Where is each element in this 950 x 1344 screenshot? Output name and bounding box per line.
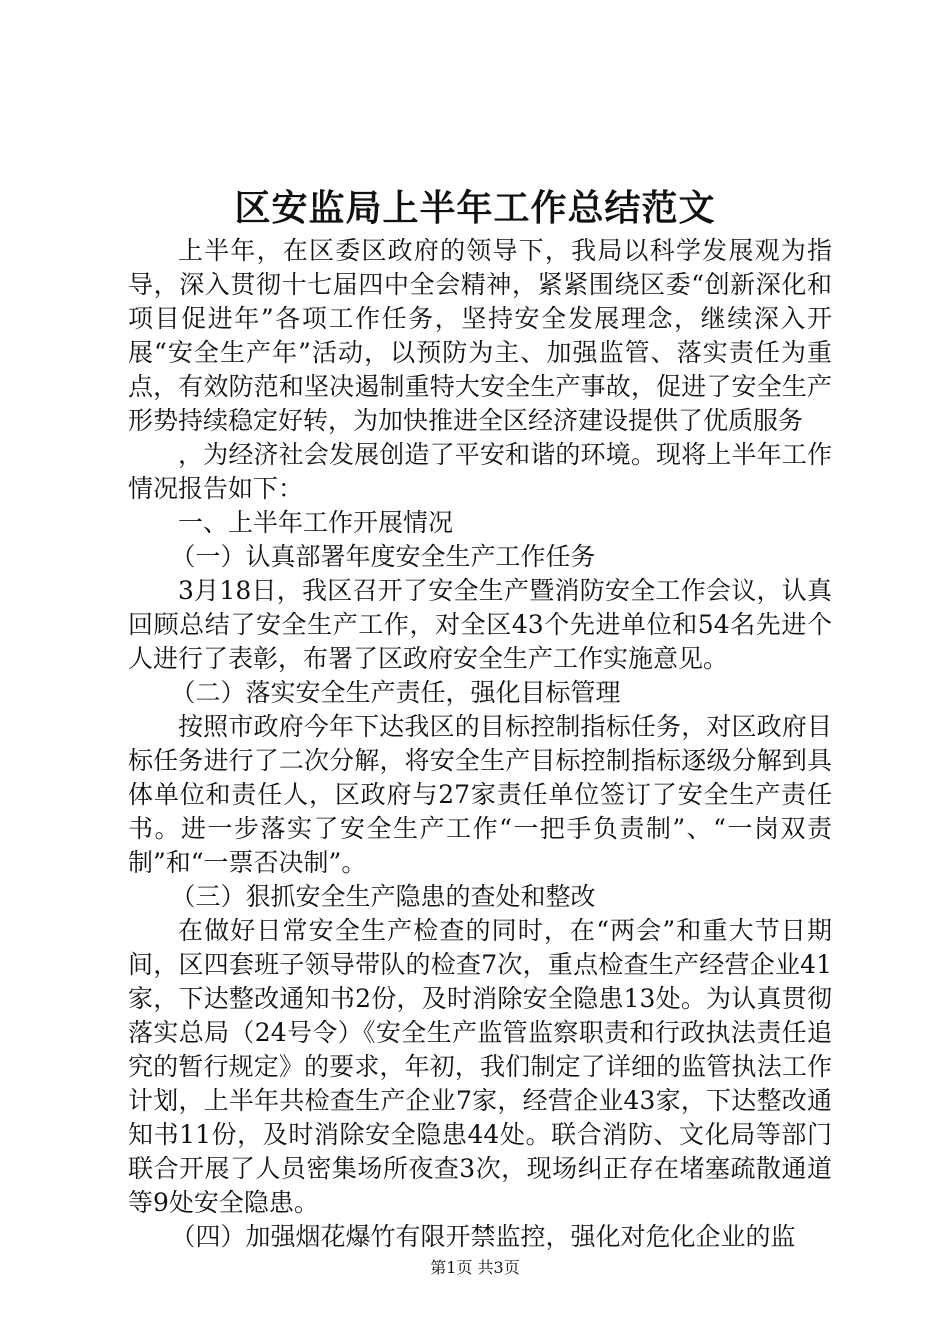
section-heading-1: 一、上半年工作开展情况 bbox=[178, 508, 454, 537]
page-footer: 第1页 共3页 bbox=[430, 1258, 520, 1277]
paragraph-intro: 上半年，在区委区政府的领导下，我局以科学发展观为指导，深入贯彻十七届四中全会精神，紧紧围绕区委“创新深化和项目促进年”各项工作任务，坚持安全发展理念，继续深入开展“安全生产年”活动，以预防为主、加强监管、落实责任为重点，有效防范和坚决遏制重特大安全生产事故，促进了安全生产形势持续稳定好转，为加快推进全区经济建设提供了优质服务 bbox=[128, 236, 832, 435]
document-body bbox=[128, 234, 832, 1254]
paragraph-responsibility: 按照市政府今年下达我区的目标控制指标任务，对区政府目标任务进行了二次分解，将安全生产目标控制指标逐级分解到具体单位和责任人，区政府与27家责任单位签订了安全生产责任书。进一步落实了安全生产工作“一把手负责制”、“一岗双责制”和“一票否决制”。 bbox=[128, 712, 832, 877]
subsection-heading-1: （一）认真部署年度安全生产工作任务 bbox=[170, 542, 596, 571]
paragraph-meeting: 3月18日，我区召开了安全生产暨消防安全工作会议，认真回顾总结了安全生产工作，对全区43个先进单位和54名先进个人进行了表彰，布署了区政府安全生产工作实施意见。 bbox=[128, 576, 832, 673]
subsection-heading-4: （四）加强烟花爆竹有限开禁监控，强化对危化企业的监 bbox=[170, 1222, 796, 1251]
subsection-heading-3: （三）狠抓安全生产隐患的查处和整改 bbox=[170, 882, 596, 911]
subsection-heading-2: （二）落实安全生产责任，强化目标管理 bbox=[170, 678, 621, 707]
paragraph-intro-continued: ，为经济社会发展创造了平安和谐的环境。现将上半年工作情况报告如下： bbox=[128, 440, 832, 503]
document-title: 区安监局上半年工作总结范文 bbox=[234, 187, 716, 229]
paragraph-inspection: 在做好日常安全生产检查的同时，在“两会”和重大节日期间，区四套班子领导带队的检查7次，重点检查生产经营企业41家，下达整改通知书2份，及时消除安全隐患13处。为认真贯彻落实总局（24号令）《安全生产监管监察职责和行政执法责任追究的暂行规定》的要求，年初，我们制定了详细的监管执法工作计划，上半年共检查生产企业7家，经营企业43家，下达整改通知书11份，及时消除安全隐患44处。联合消防、文化局等部门联合开展了人员密集场所夜查3次，现场纠正存在堵塞疏散通道等9处安全隐患。 bbox=[128, 916, 832, 1217]
